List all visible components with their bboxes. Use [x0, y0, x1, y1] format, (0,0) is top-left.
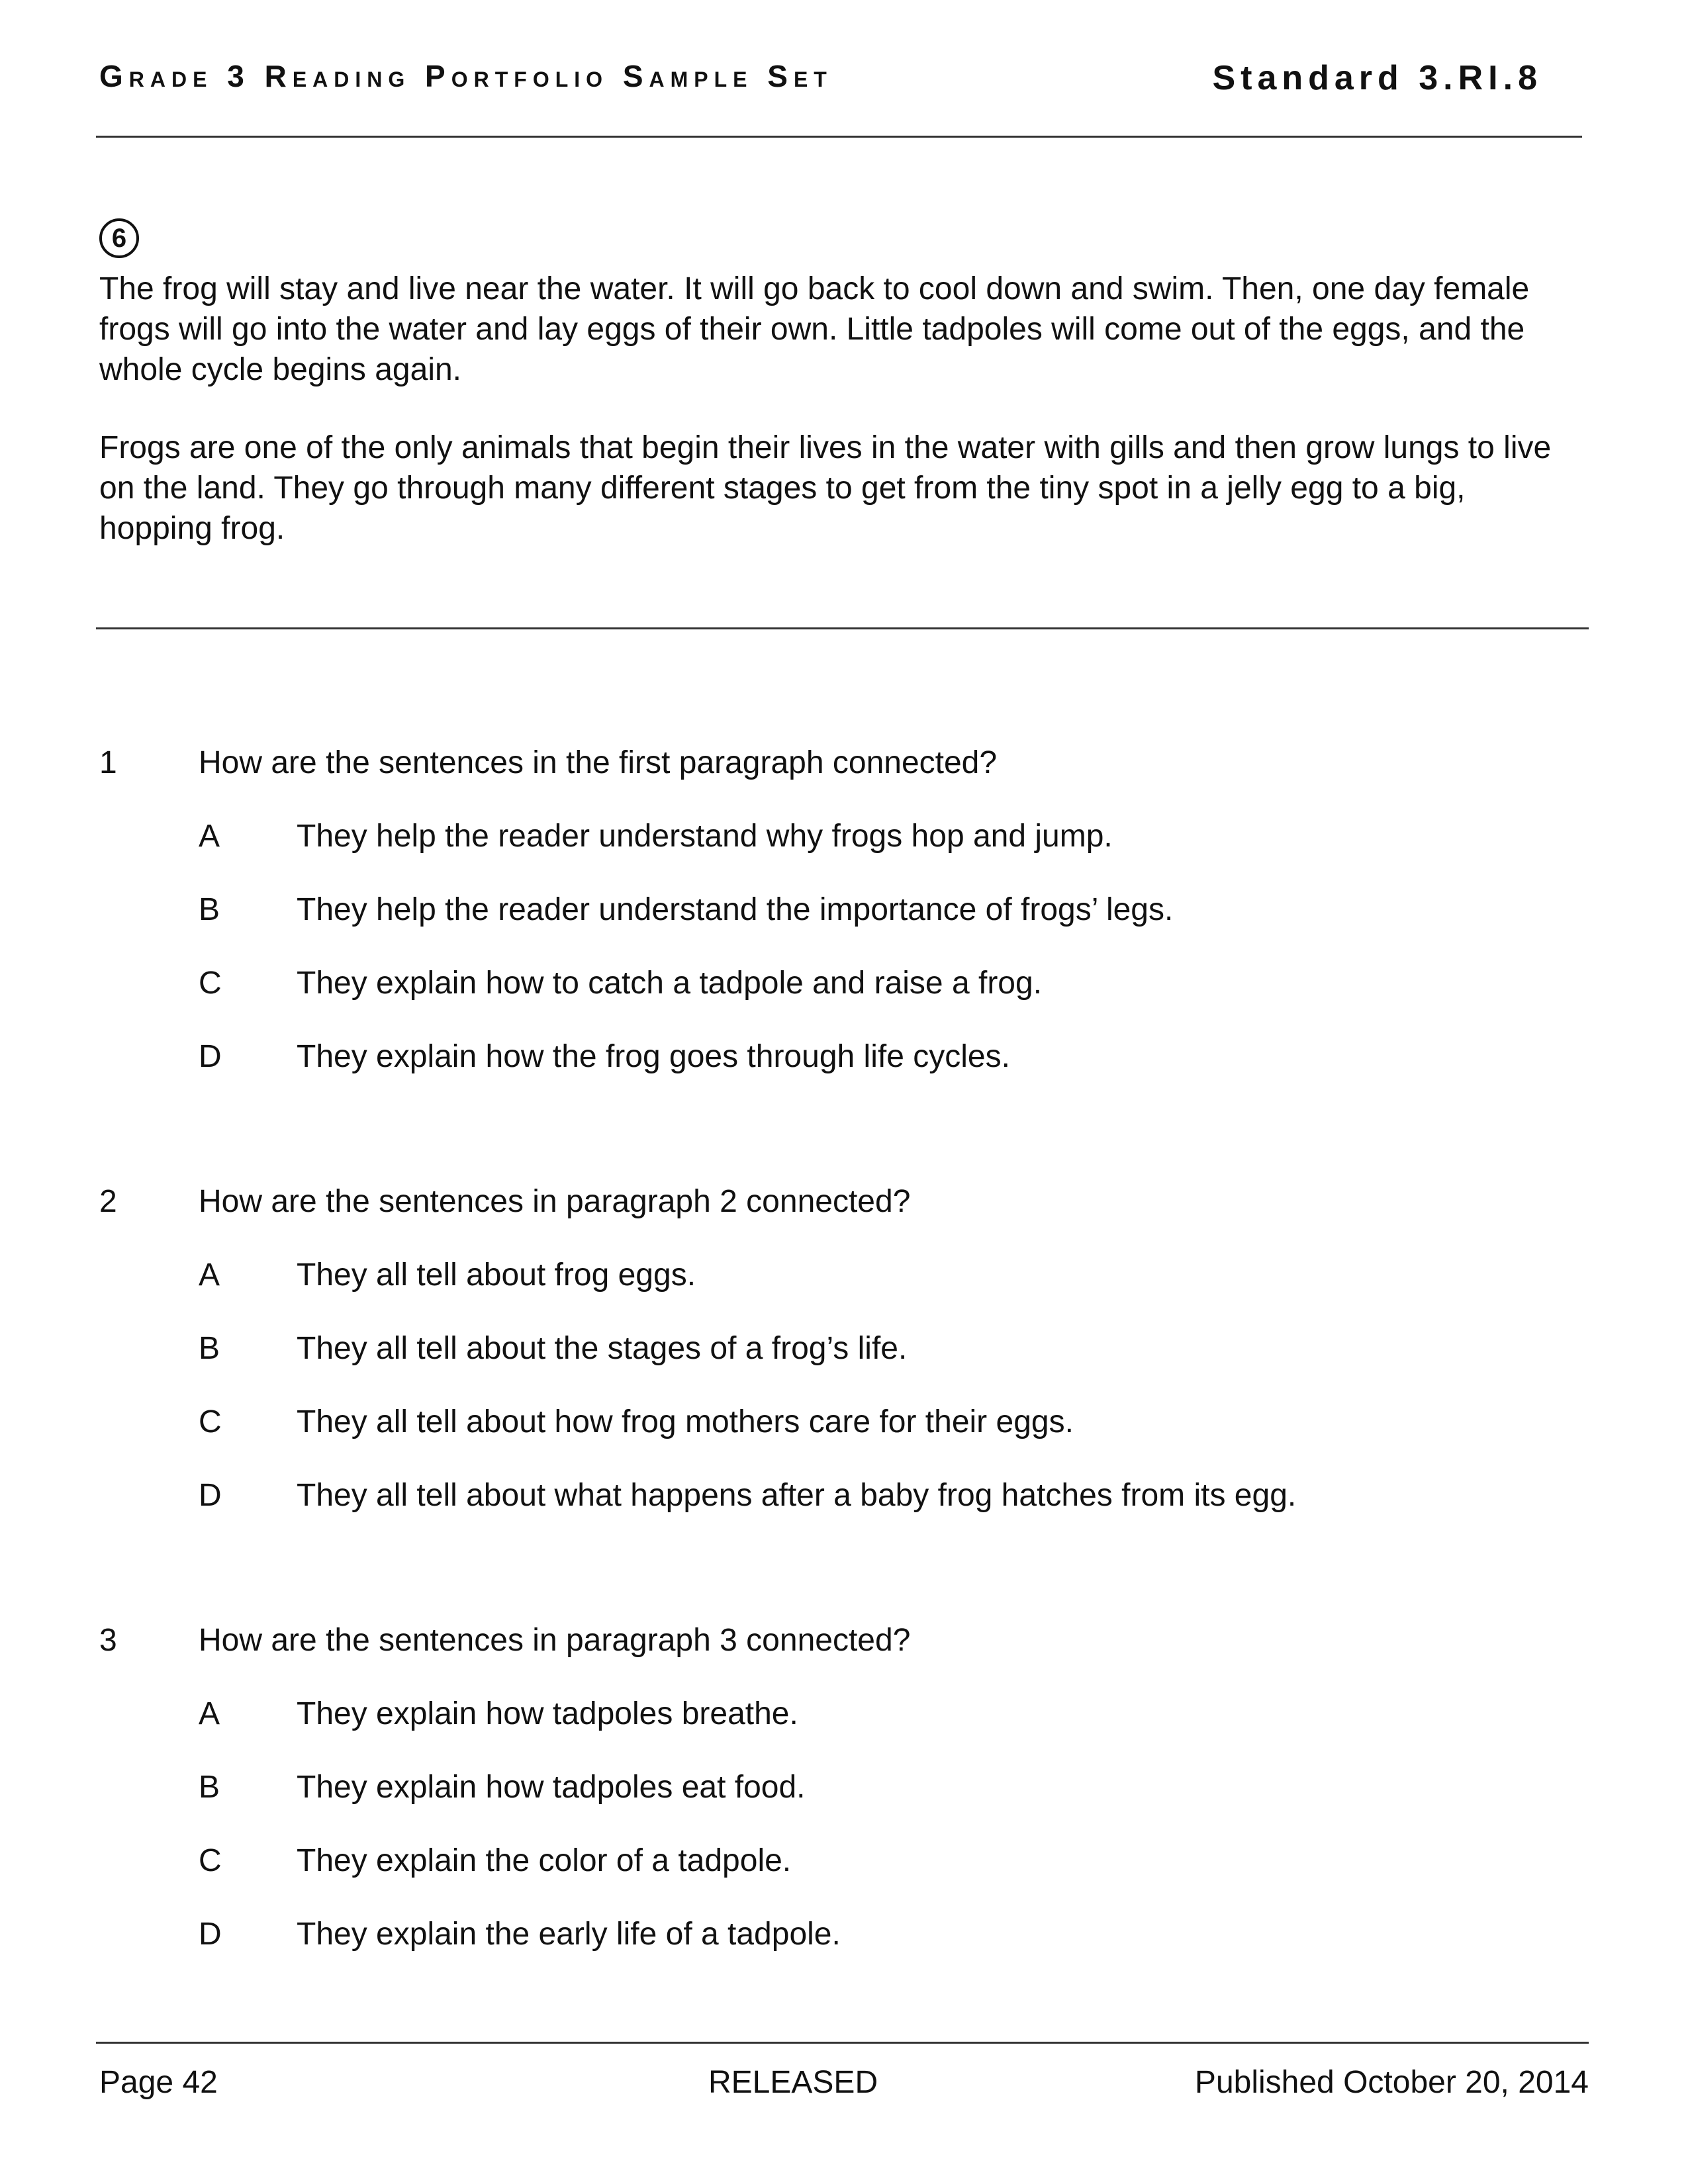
question-1 [99, 743, 1582, 1077]
choice-letter: D [199, 1917, 222, 1952]
passage-divider [96, 627, 1589, 629]
choice-text: They explain the early life of a tadpole. [297, 1917, 841, 1952]
choice-letter: B [199, 892, 220, 927]
question-2 [99, 1182, 1582, 1516]
choice-text: They all tell about what happens after a baby frog hatches from its egg. [297, 1478, 1297, 1513]
question-number: 3 [99, 1623, 117, 1658]
answer-choice-c[interactable] [99, 1841, 1582, 1881]
choice-text: They explain how to catch a tadpole and raise a frog. [297, 966, 1043, 1001]
paragraph-number-marker: 6 [99, 218, 139, 258]
answer-choice-c[interactable] [99, 1402, 1582, 1442]
choice-text: They help the reader understand the importance of frogs’ legs. [297, 892, 1174, 927]
published-date: Published October 20, 2014 [1194, 2065, 1589, 2100]
question-number: 2 [99, 1184, 117, 1219]
choice-letter: D [199, 1039, 222, 1074]
choice-letter: B [199, 1331, 220, 1366]
answer-choice-b[interactable] [99, 890, 1582, 930]
choice-text: They explain how tadpoles breathe. [297, 1696, 798, 1731]
choice-letter: A [199, 1257, 220, 1293]
page-header [99, 58, 1542, 105]
answer-choice-a[interactable] [99, 817, 1582, 856]
question-stem [99, 1182, 1582, 1222]
choice-text: They explain how the frog goes through life cycles. [297, 1039, 1010, 1074]
choice-letter: A [199, 1696, 220, 1731]
answer-choice-b[interactable] [99, 1768, 1582, 1807]
answer-choice-d[interactable] [99, 1037, 1582, 1077]
choice-letter: D [199, 1478, 222, 1513]
release-status: RELEASED [708, 2065, 878, 2100]
choice-letter: C [199, 966, 222, 1001]
page-footer [99, 2063, 1589, 2103]
answer-choice-a[interactable] [99, 1694, 1582, 1734]
answer-choice-d[interactable] [99, 1915, 1582, 1954]
header-divider [96, 136, 1582, 138]
footer-divider [96, 2042, 1589, 2044]
choice-letter: C [199, 1843, 222, 1878]
header-standard: Standard 3.RI.8 [1212, 59, 1542, 97]
choice-text: They all tell about how frog mothers care for their eggs. [297, 1404, 1074, 1439]
question-3 [99, 1621, 1582, 1954]
choice-text: They explain how tadpoles eat food. [297, 1770, 806, 1805]
choice-text: They all tell about the stages of a frog’s life. [297, 1331, 908, 1366]
answer-choice-a[interactable] [99, 1255, 1582, 1295]
choice-letter: B [199, 1770, 220, 1805]
answer-choice-c[interactable] [99, 964, 1582, 1003]
question-text: How are the sentences in paragraph 2 connected? [199, 1184, 911, 1219]
question-stem [99, 1621, 1582, 1661]
choice-text: They all tell about frog eggs. [297, 1257, 696, 1293]
passage-paragraph: Frogs are one of the only animals that begin their lives in the water with gills and then grow lungs to live on the land. They go through many different stages to get from the tiny spot in a jelly egg to a big, hopping frog. [99, 430, 1552, 546]
question-stem [99, 743, 1582, 783]
choice-letter: A [199, 819, 220, 854]
question-text: How are the sentences in the first paragraph connected? [199, 745, 998, 780]
passage-paragraph: The frog will stay and live near the water. It will go back to cool down and swim. Then, one day female frogs will go into the water and lay eggs of their own. Little tadpoles will come out of the eggs, and the whole cycle begins again. [99, 271, 1530, 387]
question-number: 1 [99, 745, 117, 780]
answer-choice-b[interactable] [99, 1329, 1582, 1369]
choice-letter: C [199, 1404, 222, 1439]
header-title: Grade 3 Reading Portfolio Sample Set [99, 59, 833, 93]
page-number: Page 42 [99, 2065, 218, 2100]
question-text: How are the sentences in paragraph 3 connected? [199, 1623, 911, 1658]
choice-text: They explain the color of a tadpole. [297, 1843, 792, 1878]
choice-text: They help the reader understand why frogs hop and jump. [297, 819, 1113, 854]
answer-choice-d[interactable] [99, 1476, 1582, 1516]
